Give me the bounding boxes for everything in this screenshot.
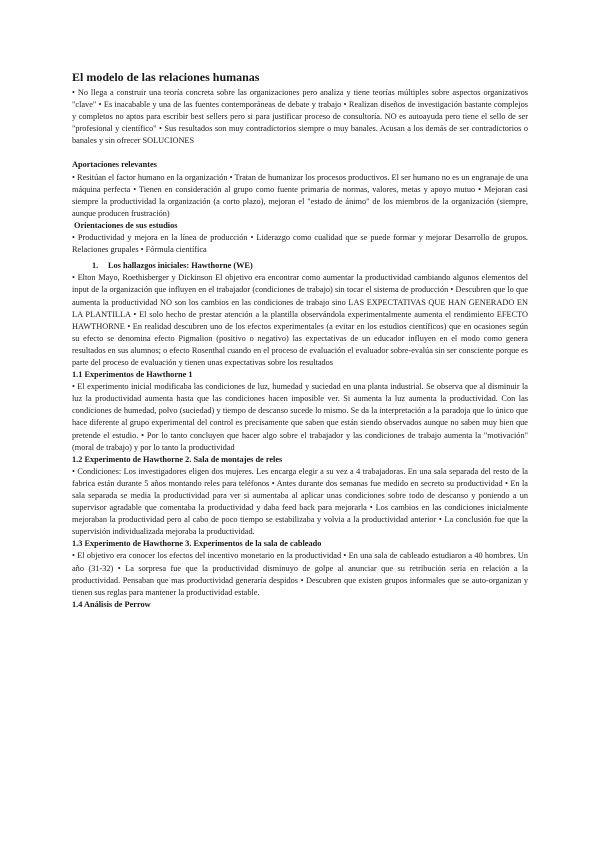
subsection-1-4-heading: 1.4 Análisis de Perrow [72,599,151,609]
subsection-1-2-heading: 1.2 Experimento de Hawthorne 2. Sala de montajes de reles [72,454,283,464]
spacer [72,147,528,159]
aportaciones-heading: Aportaciones relevantes [72,160,157,170]
section-1-title: Los hallazgos iniciales: Hawthorne (WE) [108,261,253,271]
subsection-1-3-paragraph: • El objetivo era conocer los efectos del incentivo monetario en la productividad • En una sala de cableado estudiaron a 40 hombres. Un año (31-32) • La sorpresa fue que la productividad disminuyo de golpe al anunciar que su retribución sería en relación a la productividad. Pensaban que mas productividad generaría despidos • Descubren que existen grupos informales que se auto-organizan y tienen sus reglas para mantener la productividad estable. [72,551,528,597]
section-1-paragraph: • Elton Mayo, Roethisberger y Dickinson El objetivo era encontrar como aumentar la productividad cambiando algunos elementos del input de la organización que influyen en el trabajador (condiciones de trabajo) sin tocar el sistema de producción • Descubren que lo que aumenta la productividad NO son los cambios en las condiciones de trabajo sino LAS EXPECTATIVAS QUE HAN GENERADO EN LA PLANTILLA • El solo hecho de prestar atención a la plantilla observándola experimentalmente aumenta el rendimiento EFECTO HAWTHORNE • En realidad descubren uno de los efectos experimentales (a evitar en los estudios científicos) que en ocasiones según su efecto se denomina efecto Pigmalion (positivo o negativo) las expectativas de un educador influyen en el modo como genera resultados en sus alumnos; o efecto Rosenthal cuando en el proceso de evaluación el evaluador sobre-evalúa sin ser consciente porque es parte del proceso de evaluación y tienen unas expectativas sobre los resultados [72,273,528,367]
document-title: El modelo de las relaciones humanas [72,70,260,84]
subsection-1-1-paragraph: • El experimento inicial modificaba las condiciones de luz, humedad y suciedad en una planta industrial. Se observa que al disminuir la luz la productividad aumenta hasta que las condiciones hacen imposible ver. Si aumenta la luz aumenta la productividad. Con las condiciones de humedad, polvo (suciedad) y tiempo de descanso sucede lo mismo. Se da la interpretación a la paradoja que lo único que hace diferente al grupo experimental del control es precisamente que saben que están siendo observados aunque no saben muy bien que pretende el estudio. • Por lo tanto concluyen que hacer algo sobre el trabajador y las condiciones de trabajo aumenta la "motivación" (moral de trabajo) y por lo tanto la productividad [72,382,528,452]
section-1-heading [72,260,528,272]
document-page [72,70,528,611]
aportaciones-paragraph: • Resitúan el factor humano en la organización • Tratan de humanizar los procesos productivos. El ser humano no es un engranaje de una máquina perfecta • Tienen en consideración al grupo como fuente primaria de normas, valores, metas y apoyo mutuo • Mejoran casi siempre la productividad la organización (a corto plazo), mejoran el "estado de ánimo" de los miembros de la organización (siempre, aunque producen frustración) [72,172,528,218]
intro-paragraph: • No llega a construir una teoría concreta sobre las organizaciones pero analiza y tiene teorías múltiples sobre aspectos organizativos "clave" • Es inacabable y una de las fuentes contemporáneas de debate y trabajo • Realizan diseños de investigación bastante complejos y completos no aptos para escribir best sellers pero si para justificar proceso de consultoría. NO es autoayuda pero tiene el sello de ser "profesional y científico" • Sus resultados son muy contradictorios siempre o muy banales. Acusan a los demás de ser contradictorios o banales y sin ofrecer SOLUCIONES [72,88,528,146]
subsection-1-3-heading: 1.3 Experimento de Hawthorne 3. Experimentos de la sala de cableado [72,539,322,549]
section-1-number: 1. [92,261,99,271]
subsection-1-2-paragraph: • Condiciones: Los investigadores eligen dos mujeres. Les encarga elegir a su vez a 4 trabajadoras. En una sala separada del resto de la fabrica están durante 5 años montando reles para teléfonos • Antes durante dos semanas fue medido en secreto su productividad • En la sala separada se media la productividad para ver si aumentaba al aplicar unas condiciones sobre todo de descanso y poniendo a un supervisor agradable que comentaba la productividad y daba feed back para mejorarla • Los cambios en las condiciones inicialmente mejoraban la productividad pero al cabo de poco tiempo se estabilizaba y volvia a la productividad anterior • La conclusión fue que la supervisión individualizada mejoraba la productividad. [72,466,528,537]
orientaciones-heading: Orientaciones de sus estudios [74,220,178,230]
orientaciones-paragraph: • Productividad y mejora en la línea de producción • Liderazgo como cualidad que se puede formar y mejorar Desarrollo de grupos. Relaciones grupales • Fórmula científica [72,233,528,255]
subsection-1-1-heading: 1.1 Experimentos de Hawthorne 1 [72,370,193,380]
